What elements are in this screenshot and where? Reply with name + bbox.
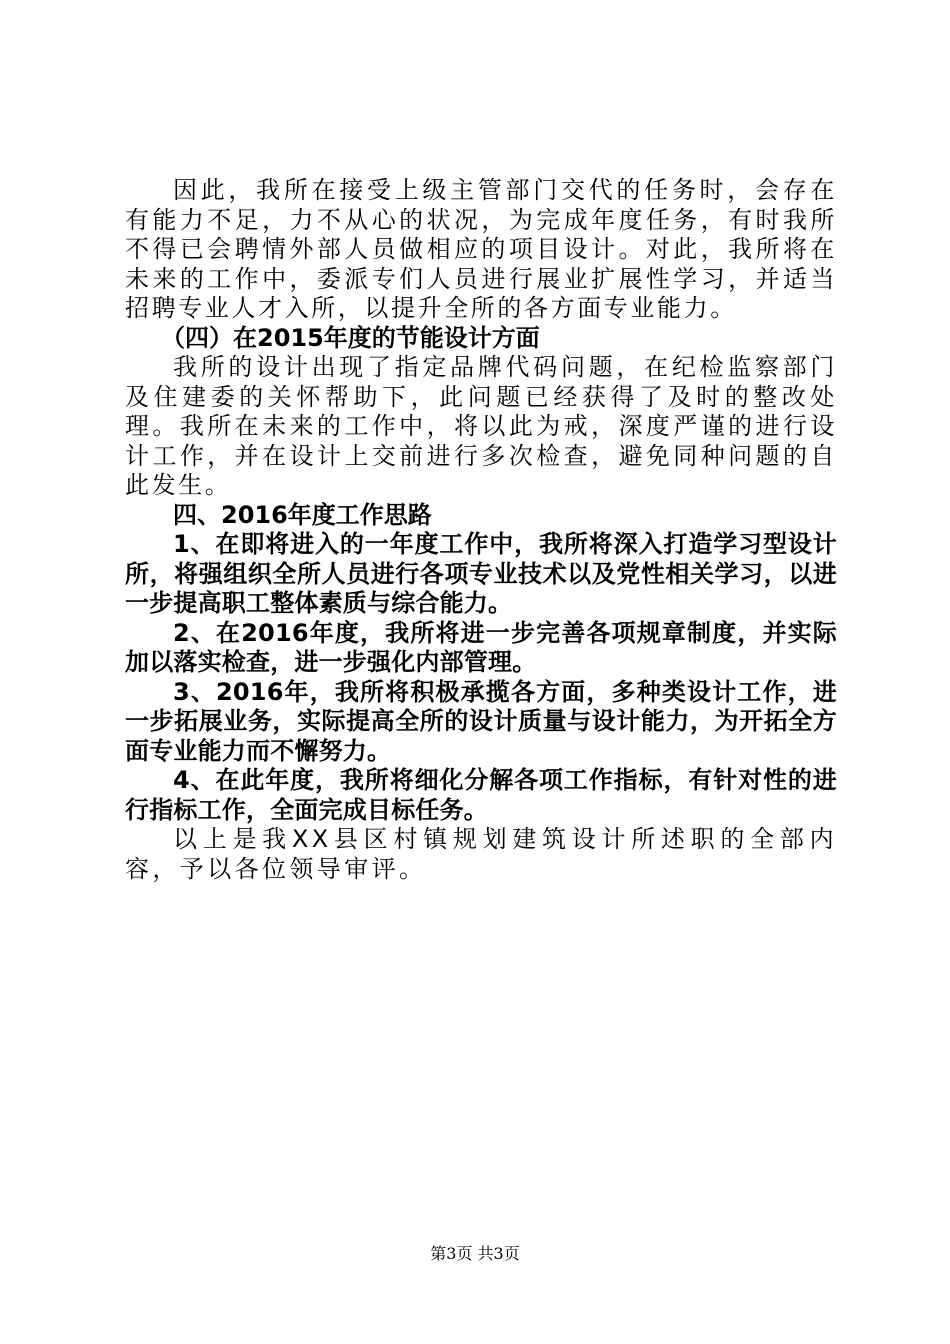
plan-item-2: 2、在2016年度，我所将进一步完善各项规章制度，并实际加以落实检查，进一步强化内部管理。	[125, 618, 837, 676]
section-heading-2016-plan: 四、2016年度工作思路	[173, 500, 432, 529]
plan-item-1: 1、在即将进入的一年度工作中，我所将深入打造学习型设计所，将强组织全所人员进行各项专业技术以及党性相关学习，以进一步提高职工整体素质与综合能力。	[125, 530, 837, 617]
section-heading-energy-design: （四）在2015年度的节能设计方面	[161, 323, 540, 352]
paragraph-capability: 因此，我所在接受上级主管部门交代的任务时，会存在有能力不足，力不从心的状况，为完成年度任务，有时我所不得已会聘情外部人员做相应的项目设计。对此，我所将在未来的工作中，委派专们人员进行展业扩展性学习，并适当招聘专业人才入所，以提升全所的各方面专业能力。	[125, 176, 837, 322]
document-body	[125, 176, 837, 884]
paragraph-closing: 以上是我XX县区村镇规划建筑设计所述职的全部内容，予以各位领导审评。	[125, 825, 837, 883]
plan-item-3: 3、2016年，我所将积极承揽各方面，多种类设计工作，进一步拓展业务，实际提高全所的设计质量与设计能力，为开拓全方面专业能力而不懈努力。	[125, 677, 837, 765]
plan-item-4: 4、在此年度，我所将细化分解各项工作指标，有针对性的进行指标工作，全面完成目标任务。	[125, 766, 837, 824]
page-footer: 第3页 共3页	[430, 1244, 520, 1263]
paragraph-brand-code-issue: 我所的设计出现了指定品牌代码问题，在纪检监察部门及住建委的关怀帮助下，此问题已经获得了及时的整改处理。我所在未来的工作中，将以此为戒，深度严谨的进行设计工作，并在设计上交前进行多次检查，避免同种问题的自此发生。	[125, 353, 837, 499]
